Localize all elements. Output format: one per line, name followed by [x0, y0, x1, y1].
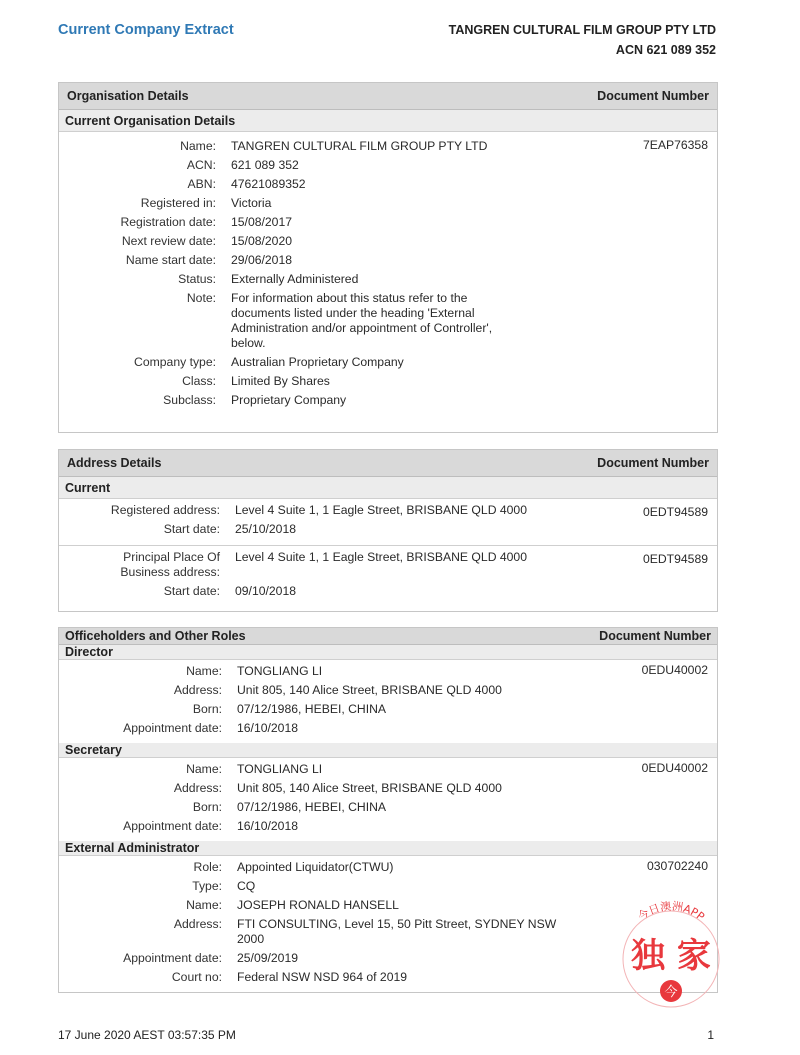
field-label: Start date: [163, 522, 220, 536]
officeholder-block [59, 660, 717, 743]
field-value: 47621089352 [231, 177, 306, 191]
field-value: Externally Administered [231, 272, 359, 286]
officeholder-doc-number: 0EDU40002 [641, 761, 708, 775]
extract-title: Current Company Extract [58, 22, 234, 38]
field-label: ACN: [186, 158, 216, 172]
organisation-details-section [58, 82, 718, 433]
company-name-header: TANGREN CULTURAL FILM GROUP PTY LTD [448, 23, 716, 37]
field-label: Company type: [134, 355, 216, 369]
address-heading-label: Address Details [67, 456, 162, 470]
field-label: Next review date: [121, 234, 216, 248]
address-block [59, 545, 717, 607]
field-value: 25/10/2018 [235, 522, 296, 536]
field-row [59, 584, 717, 599]
field-value: Federal NSW NSD 964 of 2019 [237, 970, 408, 984]
company-header [449, 20, 716, 60]
field-label: Type: [192, 879, 222, 893]
field-value: Proprietary Company [231, 393, 347, 407]
field-row [59, 503, 717, 518]
field-row [59, 522, 717, 537]
field-value: Unit 805, 140 Alice Street, BRISBANE QLD 4000 [237, 683, 502, 697]
field-label: Appointment date: [123, 721, 222, 735]
field-value: 16/10/2018 [237, 819, 298, 833]
field-value: Limited By Shares [231, 374, 330, 388]
field-row [59, 762, 717, 777]
field-value: For information about this status refer to the documents listed under the heading 'External Administration and/or appointment of Controller', below. [231, 291, 493, 350]
field-row [59, 879, 717, 894]
organisation-block [59, 132, 717, 408]
field-value: 09/10/2018 [235, 584, 296, 598]
field-row [59, 374, 717, 389]
organisation-details-heading [59, 83, 717, 110]
field-label: Address: [173, 781, 222, 795]
field-row [59, 781, 717, 796]
field-label: Principal Place Of Business address: [120, 550, 220, 579]
field-value: TONGLIANG LI [237, 664, 323, 678]
field-label: Role: [193, 860, 222, 874]
field-value: Level 4 Suite 1, 1 Eagle Street, BRISBANE QLD 4000 [235, 503, 527, 517]
field-label: Address: [173, 683, 222, 697]
field-value: 07/12/1986, HEBEI, CHINA [237, 702, 387, 716]
field-value: Level 4 Suite 1, 1 Eagle Street, BRISBANE QLD 4000 [235, 550, 527, 564]
field-value: TONGLIANG LI [237, 762, 323, 776]
address-current-subheading: Current [59, 477, 717, 499]
field-row [59, 291, 717, 351]
address-doc-number: 0EDT94589 [642, 505, 708, 519]
field-row [59, 272, 717, 287]
field-label: Born: [192, 702, 222, 716]
field-value: 25/09/2019 [237, 951, 298, 965]
field-label: Registered in: [140, 196, 216, 210]
field-value: Australian Proprietary Company [231, 355, 404, 369]
field-label: Registered address: [110, 503, 220, 517]
footer-timestamp: 17 June 2020 AEST 03:57:35 PM [58, 1028, 236, 1042]
field-row [59, 860, 717, 875]
field-label: Note: [186, 291, 216, 305]
officeholder-group-title: Secretary [59, 743, 717, 758]
field-value: TANGREN CULTURAL FILM GROUP PTY LTD [231, 139, 488, 153]
field-row [59, 158, 717, 173]
officeholders-doc-heading: Document Number [599, 629, 711, 643]
field-row [59, 177, 717, 192]
officeholders-heading [59, 628, 717, 645]
organisation-heading-label: Organisation Details [67, 89, 189, 103]
field-label: Name: [186, 664, 222, 678]
address-blocks [59, 499, 717, 607]
field-value: 29/06/2018 [231, 253, 292, 267]
field-value: Victoria [231, 196, 272, 210]
company-acn-header: ACN 621 089 352 [615, 43, 716, 57]
address-block [59, 499, 717, 545]
field-value: CQ [237, 879, 256, 893]
officeholder-group-title: External Administrator [59, 841, 717, 856]
field-label: Start date: [163, 584, 220, 598]
field-row [59, 702, 717, 717]
field-row [59, 683, 717, 698]
field-row [59, 550, 717, 580]
field-label: Registration date: [120, 215, 216, 229]
field-value: JOSEPH RONALD HANSELL [237, 898, 399, 912]
field-row [59, 139, 717, 154]
footer-page-number: 1 [707, 1028, 714, 1042]
field-value: 15/08/2020 [231, 234, 292, 248]
current-organisation-subheading: Current Organisation Details [59, 110, 717, 132]
officeholder-doc-number: 0EDU40002 [641, 663, 708, 677]
field-row [59, 664, 717, 679]
watermark-arc-text: 今日澳洲APP [635, 899, 707, 924]
field-label: Name: [186, 898, 222, 912]
watermark-small-text: 今 [664, 985, 678, 1000]
field-row [59, 253, 717, 268]
address-details-heading [59, 450, 717, 477]
field-label: Address: [173, 917, 222, 931]
field-label: Name: [180, 139, 216, 153]
address-doc-heading: Document Number [597, 456, 709, 470]
officeholder-block [59, 758, 717, 841]
field-label: Appointment date: [123, 951, 222, 965]
organisation-doc-heading: Document Number [597, 89, 709, 103]
field-value: FTI CONSULTING, Level 15, 50 Pitt Street, SYDNEY NSW 2000 [237, 917, 557, 946]
field-label: Court no: [171, 970, 222, 984]
field-value: 16/10/2018 [237, 721, 298, 735]
officeholders-heading-label: Officeholders and Other Roles [65, 629, 246, 643]
field-label: Name: [186, 762, 222, 776]
field-row [59, 393, 717, 408]
field-label: Class: [182, 374, 216, 388]
field-label: Name start date: [125, 253, 216, 267]
field-value: 15/08/2017 [231, 215, 292, 229]
organisation-rows [59, 139, 717, 408]
watermark-big-text: 独 家 [631, 936, 711, 976]
field-row [59, 215, 717, 230]
field-label: Appointment date: [123, 819, 222, 833]
officeholder-group-title: Director [59, 645, 717, 660]
organisation-doc-number: 7EAP76358 [642, 138, 708, 152]
field-value: Unit 805, 140 Alice Street, BRISBANE QLD 4000 [237, 781, 502, 795]
field-row [59, 721, 717, 736]
field-label: Subclass: [163, 393, 216, 407]
watermark-stamp [612, 893, 730, 1011]
address-doc-number: 0EDT94589 [642, 552, 708, 566]
address-details-section [58, 449, 718, 612]
field-value: Appointed Liquidator(CTWU) [237, 860, 394, 874]
field-value: 621 089 352 [231, 158, 299, 172]
field-row [59, 819, 717, 834]
field-row [59, 234, 717, 249]
field-row [59, 196, 717, 211]
field-label: Born: [192, 800, 222, 814]
field-row [59, 355, 717, 370]
field-row [59, 800, 717, 815]
officeholder-doc-number: 030702240 [646, 859, 708, 873]
field-value: 07/12/1986, HEBEI, CHINA [237, 800, 387, 814]
field-label: Status: [178, 272, 216, 286]
field-label: ABN: [187, 177, 216, 191]
